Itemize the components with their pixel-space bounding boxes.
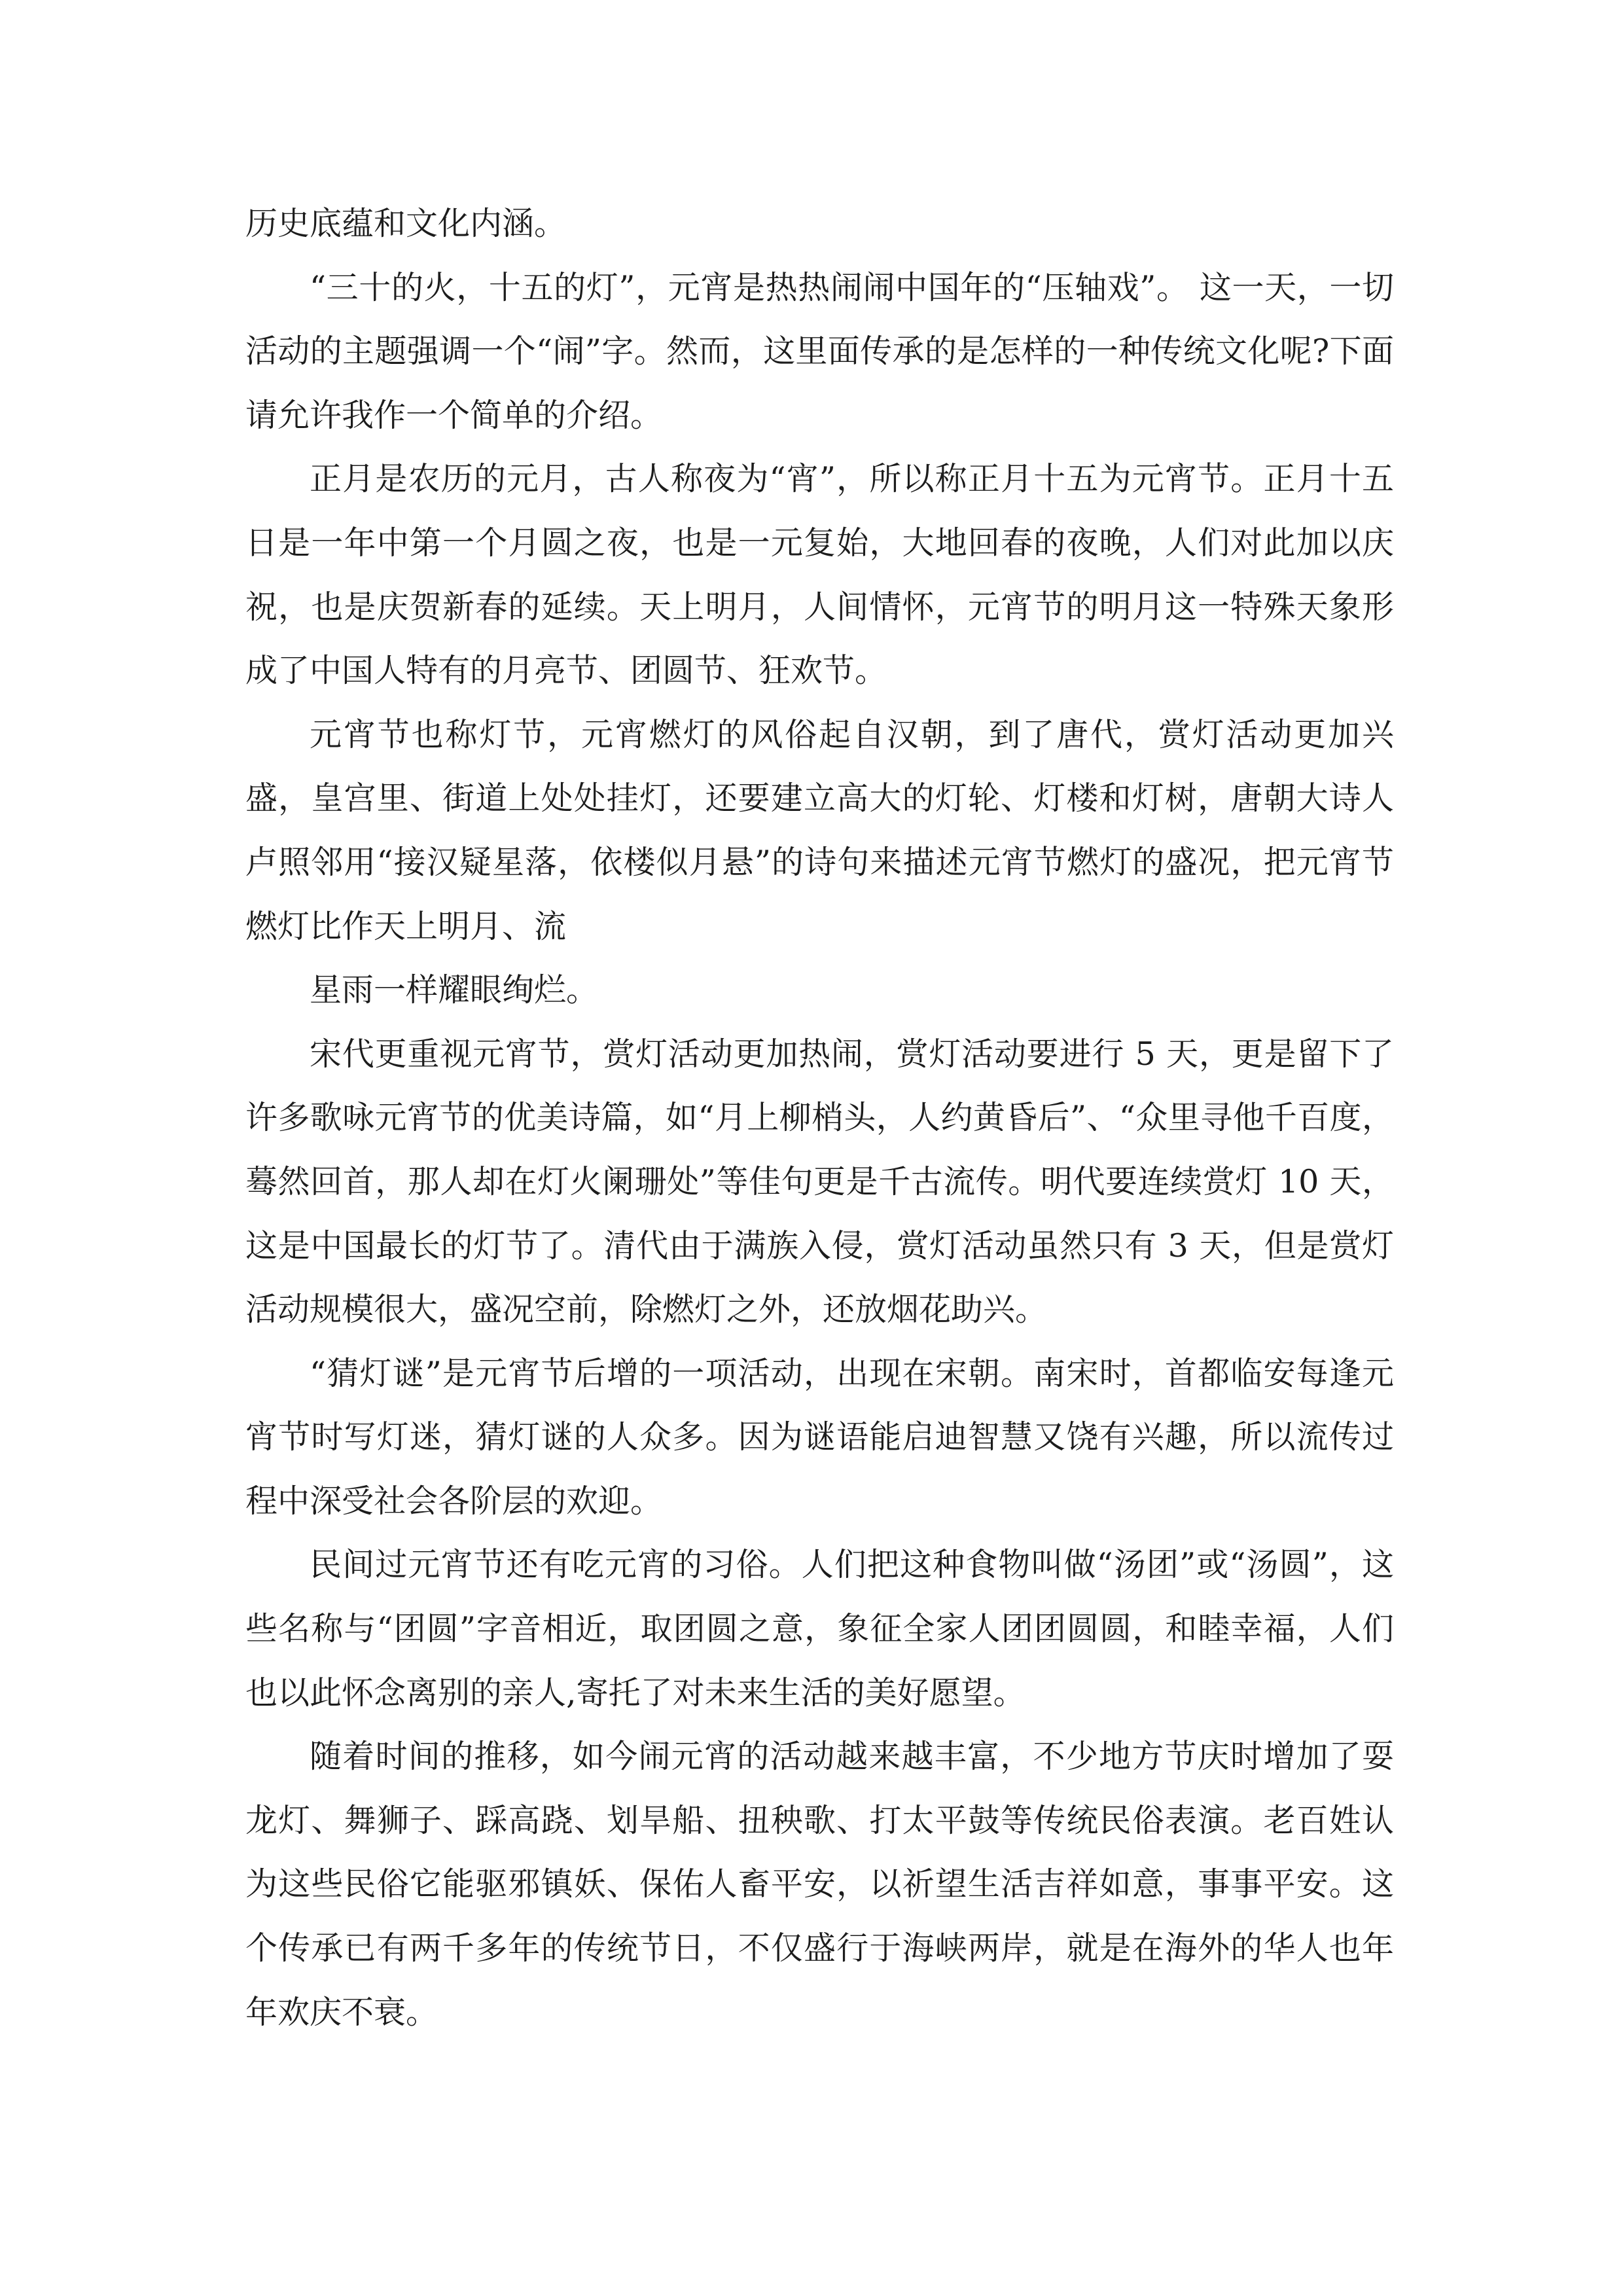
paragraph-6: 宋代更重视元宵节，赏灯活动更加热闹，赏灯活动要进行 5 天，更是留下了许多歌咏元宵节的优美诗篇，如“月上柳梢头，人约黄昏后”、“众里寻他千百度，蓦然回首，那人却在灯火阑珊处”等佳句更是千古流传。明代要连续赏灯 10 天，这是中国最长的灯节了。清代由于满族入侵，赏灯活动虽然只有 3 天，但是赏灯活动规模很大，盛况空前，除燃灯之外，还放烟花助兴。: [245, 1035, 1394, 1329]
paragraph-1: 历史底蕴和文化内涵。: [245, 205, 567, 242]
document-body: [245, 192, 1394, 2044]
paragraph-2: “三十的火，十五的灯”，元宵是热热闹闹中国年的“压轴戏”。 这一天，一切活动的主题强调一个“闹”字。然而，这里面传承的是怎样的一种传统文化呢?下面请允许我作一个简单的介绍。: [245, 268, 1394, 434]
paragraph-7: “猜灯谜”是元宵节后增的一项活动，出现在宋朝。南宋时，首都临安每逢元宵节时写灯迷，猜灯谜的人众多。因为谜语能启迪智慧又饶有兴趣，所以流传过程中深受社会各阶层的欢迎。: [245, 1354, 1394, 1520]
paragraph-3: 正月是农历的元月，古人称夜为“宵”，所以称正月十五为元宵节。正月十五日是一年中第一个月圆之夜，也是一元复始，大地回春的夜晚，人们对此加以庆祝，也是庆贺新春的延续。天上明月，人间情怀，元宵节的明月这一特殊天象形成了中国人特有的月亮节、团圆节、狂欢节。: [245, 460, 1394, 690]
paragraph-9: 随着时间的推移，如今闹元宵的活动越来越丰富，不少地方节庆时增加了耍龙灯、舞狮子、踩高跷、划旱船、扭秧歌、打太平鼓等传统民俗表演。老百姓认为这些民俗它能驱邪镇妖、保佑人畜平安，以祈望生活吉祥如意，事事平安。这个传承已有两千多年的传统节日，不仅盛行于海峡两岸，就是在海外的华人也年年欢庆不衰。: [245, 1738, 1394, 2031]
paragraph-8: 民间过元宵节还有吃元宵的习俗。人们把这种食物叫做“汤团”或“汤圆”，这些名称与“团圆”字音相近，取团圆之意，象征全家人团团圆圆，和睦幸福，人们也以此怀念离别的亲人,寄托了对未来生活的美好愿望。: [245, 1546, 1394, 1712]
paragraph-5: 星雨一样耀眼绚烂。: [310, 971, 599, 1009]
paragraph-4: 元宵节也称灯节，元宵燃灯的风俗起自汉朝，到了唐代，赏灯活动更加兴盛，皇宫里、街道上处处挂灯，还要建立高大的灯轮、灯楼和灯树，唐朝大诗人卢照邻用“接汉疑星落，依楼似月悬”的诗句来描述元宵节燃灯的盛况，把元宵节燃灯比作天上明月、流: [245, 715, 1394, 945]
